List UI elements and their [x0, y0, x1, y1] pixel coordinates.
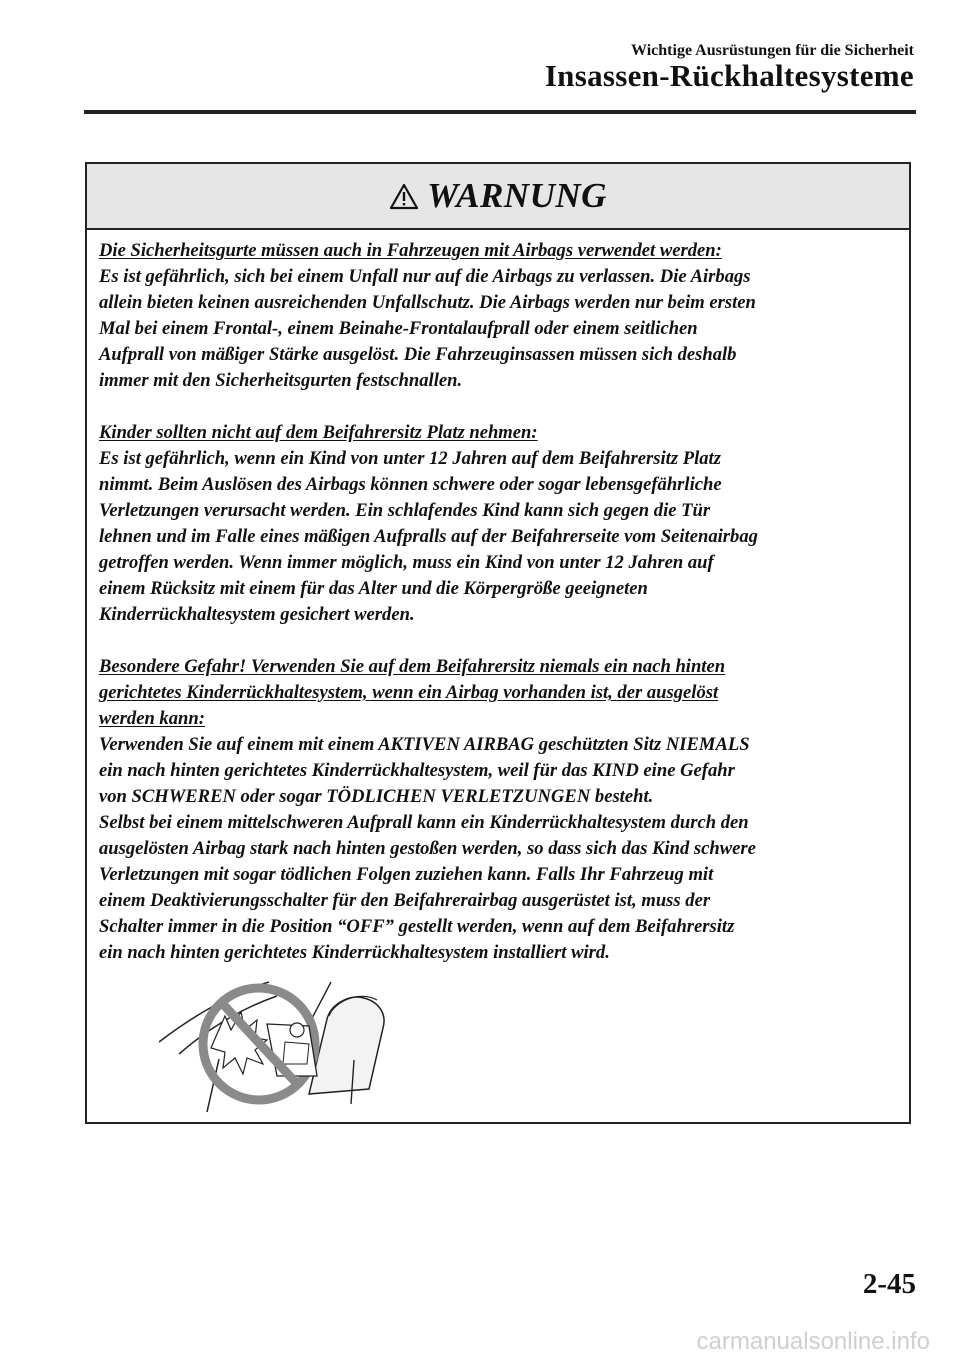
warning-triangle-icon: [389, 183, 419, 210]
paragraph-body-line: ein nach hinten gerichtetes Kinderrückhaltesystem, weil für das KIND eine Gefahr: [99, 760, 735, 781]
paragraph-body-line: Selbst bei einem mittelschweren Aufprall kann ein Kinderrückhaltesystem durch den: [99, 812, 749, 833]
paragraph-body-line: immer mit den Sicherheitsgurten festschnallen.: [99, 370, 463, 391]
header-divider: [84, 110, 916, 114]
paragraph-body-line: Aufprall von mäßiger Stärke ausgelöst. Die Fahrzeuginsassen müssen sich deshalb: [99, 344, 737, 365]
paragraph-body-line: Es ist gefährlich, wenn ein Kind von unter 12 Jahren auf dem Beifahrersitz Platz: [99, 448, 721, 469]
section-label: Wichtige Ausrüstungen für die Sicherheit: [631, 42, 914, 59]
warning-paragraph: [99, 420, 897, 628]
paragraph-body-line: Kinderrückhaltesystem gesichert werden.: [99, 604, 415, 625]
paragraph-body-line: Verwenden Sie auf einem mit einem AKTIVEN AIRBAG geschützten Sitz NIEMALS: [99, 734, 750, 755]
paragraph-heading-line: Die Sicherheitsgurte müssen auch in Fahrzeugen mit Airbags verwendet werden:: [99, 240, 722, 261]
paragraph-body-line: einem Deaktivierungsschalter für den Beifahrerairbag ausgerüstet ist, muss der: [99, 890, 711, 911]
paragraph-body-line: lehnen und im Falle eines mäßigen Aufpralls auf der Beifahrerseite vom Seitenairbag: [99, 526, 758, 547]
prohibited-rear-facing-child-seat-airbag-icon: [159, 964, 399, 1114]
page-number: 2-45: [862, 1268, 916, 1300]
paragraph-body-line: Verletzungen mit sogar tödlichen Folgen zuziehen kann. Falls Ihr Fahrzeug mit: [99, 864, 714, 885]
paragraph-body-line: einem Rücksitz mit einem für das Alter und die Körpergröße geeigneten: [99, 578, 648, 599]
page-title: Insassen-Rückhaltesysteme: [544, 58, 914, 93]
paragraph-heading-line: werden kann:: [99, 708, 205, 729]
paragraph-body-line: Mal bei einem Frontal-, einem Beinahe-Frontalaufprall oder einem seitlichen: [99, 318, 698, 339]
paragraph-body-line: Schalter immer in die Position “OFF” gestellt werden, wenn auf dem Beifahrersitz: [99, 916, 735, 937]
paragraph-body-line: Verletzungen verursacht werden. Ein schlafendes Kind kann sich gegen die Tür: [99, 500, 711, 521]
paragraph-heading-line: Besondere Gefahr! Verwenden Sie auf dem Beifahrersitz niemals ein nach hinten: [99, 656, 726, 677]
paragraph-body-line: nimmt. Beim Auslösen des Airbags können schwere oder sogar lebensgefährliche: [99, 474, 722, 495]
paragraph-body-line: ein nach hinten gerichtetes Kinderrückhaltesystem installiert wird.: [99, 942, 610, 963]
warning-title: WARNUNG: [427, 176, 607, 215]
watermark: carmanualsonline.info: [696, 1328, 930, 1355]
warning-header: [87, 164, 909, 230]
paragraph-body-line: ausgelösten Airbag stark nach hinten gestoßen werden, so dass sich das Kind schwere: [99, 838, 756, 859]
warning-text: [87, 230, 909, 966]
warning-paragraph: [99, 654, 897, 966]
paragraph-body-line: von SCHWEREN oder sogar TÖDLICHEN VERLETZUNGEN besteht.: [99, 786, 654, 807]
paragraph-body-line: allein bieten keinen ausreichenden Unfallschutz. Die Airbags werden nur beim ersten: [99, 292, 756, 313]
paragraph-body-line: Es ist gefährlich, sich bei einem Unfall nur auf die Airbags zu verlassen. Die Airbags: [99, 266, 751, 287]
paragraph-heading-line: Kinder sollten nicht auf dem Beifahrersitz Platz nehmen:: [99, 422, 538, 443]
warning-box: [85, 162, 911, 1124]
warning-paragraph: [99, 238, 897, 394]
paragraph-heading-line: gerichtetes Kinderrückhaltesystem, wenn ein Airbag vorhanden ist, der ausgelöst: [99, 682, 719, 703]
paragraph-body-line: getroffen werden. Wenn immer möglich, muss ein Kind von unter 12 Jahren auf: [99, 552, 714, 573]
